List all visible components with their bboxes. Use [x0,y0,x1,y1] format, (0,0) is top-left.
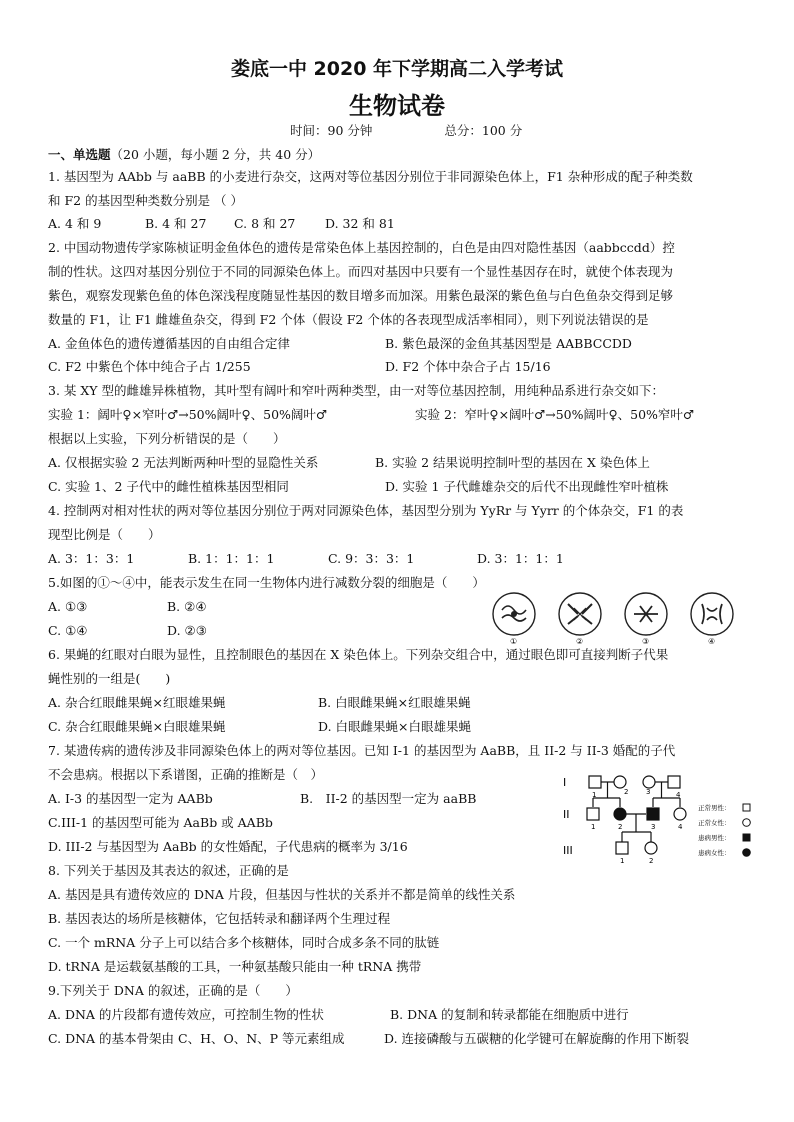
q3-stem-1: 3. 某 XY 型的雌雄异株植物，其叶型有阔叶和窄叶两种类型，由一对等位基因控制，用纯种品系进行杂交如下： [48,383,664,398]
pedigree-II-3-affected-male [647,808,659,820]
pedigree-num-III-2: 2 [649,857,654,865]
exam-score: 总分：100 分 [444,123,523,138]
q2-option-b: B. 紫色最深的金鱼其基因型是 AABBCCDD [385,336,632,351]
q5-stem-1: 5.如图的①～④中，能表示发生在同一生物体内进行减数分裂的细胞是（ ） [48,575,485,590]
exam-title: 娄底一中 2020 年下学期高二入学考试 [230,58,564,80]
q9-option-b: B. DNA 的复制和转录都能在细胞质中进行 [390,1007,629,1022]
section-label: 一、单选题 [48,147,111,162]
q8-option-d: D. tRNA 是运载氨基酸的工具，一种氨基酸只能由一种 tRNA 携带 [48,959,422,974]
q2-option-d: D. F2 个体中杂合子占 15/16 [385,359,551,374]
pedigree-III-1-normal-male [616,842,628,854]
pedigree-legend [698,803,750,857]
q2-stem-1: 2. 中国动物遗传学家陈桢证明金鱼体色的遗传是常染色体上基因控制的，白色是由四对隐性基因（aabbccdd）控 [48,240,675,255]
q2-stem-2: 制的性状。这四对基因分别位于不同的同源染色体上。而四对基因中只要有一个显性基因存在时，就使个体表现为 [48,264,674,279]
q3-option-a: A. 仅根据实验 2 无法判断两种叶型的显隐性关系 [48,455,319,470]
q4-option-b: B. 1：1：1：1 [188,551,275,566]
exam-time: 时间：90 分钟 [290,123,373,138]
section-note: （20 小题，每小题 2 分，共 40 分） [110,147,321,162]
pedigree-num-I-2: 2 [624,788,629,796]
pedigree-num-II-2: 2 [618,823,623,831]
q6-stem-2: 蝇性别的一组是( ) [48,671,171,686]
pedigree-num-I-3: 3 [646,788,651,796]
exam-meta [290,121,522,139]
cell-label-2: ② [576,637,584,646]
section-heading [48,147,320,163]
q5-option-b: B. ②④ [167,599,207,614]
pedigree-II-4-normal-female [674,808,686,820]
exam-subject: 生物试卷 [349,92,445,120]
q5-option-c: C. ①④ [48,623,88,638]
legend-affected-female: 患病女性： [698,849,731,857]
pedigree-num-I-4: 4 [676,791,681,799]
cell-1 [493,593,535,635]
cell-label-4: ④ [708,637,716,646]
q7-option-a: A. I-3 的基因型一定为 AABb [48,791,213,806]
q4-stem-1: 4. 控制两对相对性状的两对等位基因分别位于两对同源染色体，基因型分别为 YyRr 与 Yyrr 的个体杂交，F1 的表 [48,503,684,518]
cell-label-3: ③ [642,637,650,646]
pedigree-num-III-1: 1 [620,857,625,865]
q5-option-d: D. ②③ [167,623,207,638]
q4-stem-2: 现型比例是（ ） [48,527,161,542]
pedigree-num-II-1: 1 [591,823,596,831]
q4-option-a: A. 3：1：3：1 [48,551,135,566]
q8-option-a: A. 基因是具有遗传效应的 DNA 片段，但基因与性状的关系并不都是简单的线性关系 [48,887,516,902]
q3-experiment-1: 实验 1：阔叶♀×窄叶♂→50%阔叶♀、50%阔叶♂ [48,407,328,422]
q2-stem-4: 数量的 F1，让 F1 雌雄鱼杂交，得到 F2 个体（假设 F2 个体的各表现型成活率相同），则下列说法错误的是 [48,312,649,327]
legend-square-open [743,804,750,811]
pedigree-III-2-normal-female [645,842,657,854]
pedigree-II-2-affected-female [614,808,626,820]
pedigree-gen-III: III [563,844,573,857]
cell-figure [488,590,748,646]
pedigree-I-3-normal-female [643,776,655,788]
q6-stem-1: 6. 果蝇的红眼对白眼为显性，且控制眼色的基因在 X 染色体上。下列杂交组合中，通过眼色即可直接判断子代果 [48,647,669,662]
q1-option-b: B. 4 和 27 [145,216,207,231]
q1-option-a: A. 4 和 9 [48,216,102,231]
pedigree-chart [560,770,760,870]
cell-2 [559,593,601,635]
cell-label-1: ① [510,637,518,646]
q3-option-c: C. 实验 1、2 子代中的雌性植株基因型相同 [48,479,289,494]
q6-option-d: D. 白眼雌果蝇×白眼雄果蝇 [318,719,471,734]
q9-option-d: D. 连接磷酸与五碳糖的化学键可在解旋酶的作用下断裂 [384,1031,690,1046]
q9-option-c: C. DNA 的基本骨架由 C、H、O、N、P 等元素组成 [48,1031,345,1046]
q4-option-c: C. 9：3：3：1 [328,551,415,566]
pedigree-I-4-normal-male [668,776,680,788]
q2-stem-3: 紫色，观察发现紫色鱼的体色深浅程度随显性基因的数目增多而加深。用紫色最深的紫色鱼与白色鱼杂交得到足够 [48,288,674,303]
legend-affected-male: 患病男性： [698,834,731,842]
q9-option-a: A. DNA 的片段都有遗传效应，可控制生物的性状 [48,1007,324,1022]
q1-stem-2: 和 F2 的基因型种类数分别是 （ ） [48,193,244,208]
pedigree-I-1-normal-male [589,776,601,788]
q8-stem-1: 8. 下列关于基因及其表达的叙述，正确的是 [48,863,289,878]
q2-option-a: A. 金鱼体色的遗传遵循基因的自由组合定律 [48,336,290,351]
cell-4 [691,593,733,635]
q7-stem-1: 7. 某遗传病的遗传涉及非同源染色体上的两对等位基因。已知 I-1 的基因型为 AaBB，且 II-2 与 II-3 婚配的子代 [48,743,676,758]
q1-stem-1: 1. 基因型为 AAbb 与 aaBB 的小麦进行杂交，这两对等位基因分别位于非同源染色体上，F1 杂种形成的配子种类数 [48,169,693,184]
q9-stem-1: 9.下列关于 DNA 的叙述，正确的是（ ） [48,983,298,998]
q3-option-d: D. 实验 1 子代雌雄杂交的后代不出现雌性窄叶植株 [385,479,669,494]
q7-option-c: C.III-1 的基因型可能为 AaBb 或 AABb [48,815,273,830]
q3-experiment-2: 实验 2：窄叶♀×阔叶♂→50%阔叶♀、50%窄叶♂ [415,407,695,422]
q7-option-b: B. II-2 的基因型一定为 aaBB [300,791,477,806]
q1-option-c: C. 8 和 27 [234,216,296,231]
pedigree-num-I-1: 1 [592,791,597,799]
legend-circle-filled [743,849,751,857]
legend-circle-open [743,819,751,827]
cell-3 [625,593,667,635]
legend-square-filled [743,834,750,841]
q3-stem-3: 根据以上实验，下列分析错误的是（ ） [48,431,286,446]
pedigree-num-II-4: 4 [678,823,683,831]
pedigree-gen-I: I [563,776,567,789]
pedigree-gen-II: II [563,808,570,821]
q4-option-d: D. 3：1：1：1 [477,551,564,566]
pedigree-II-1-normal-male [587,808,599,820]
q1-option-d: D. 32 和 81 [325,216,395,231]
pedigree-I-2-normal-female [614,776,626,788]
legend-normal-male: 正常男性： [698,804,731,812]
q2-option-c: C. F2 中紫色个体中纯合子占 1/255 [48,359,251,374]
legend-normal-female: 正常女性： [698,819,731,827]
pedigree-num-II-3: 3 [651,823,656,831]
q3-option-b: B. 实验 2 结果说明控制叶型的基因在 X 染色体上 [375,455,650,470]
q5-option-a: A. ①③ [48,599,88,614]
q6-option-b: B. 白眼雌果蝇×红眼雄果蝇 [318,695,471,710]
q7-stem-2: 不会患病。根据以下系谱图，正确的推断是（ ） [48,767,324,782]
q8-option-c: C. 一个 mRNA 分子上可以结合多个核糖体，同时合成多条不同的肽链 [48,935,440,950]
q6-option-c: C. 杂合红眼雌果蝇×白眼雄果蝇 [48,719,226,734]
q7-option-d: D. III-2 与基因型为 AaBb 的女性婚配，子代患病的概率为 3/16 [48,839,408,854]
q8-option-b: B. 基因表达的场所是核糖体，它包括转录和翻译两个生理过程 [48,911,391,926]
q6-option-a: A. 杂合红眼雌果蝇×红眼雄果蝇 [48,695,226,710]
